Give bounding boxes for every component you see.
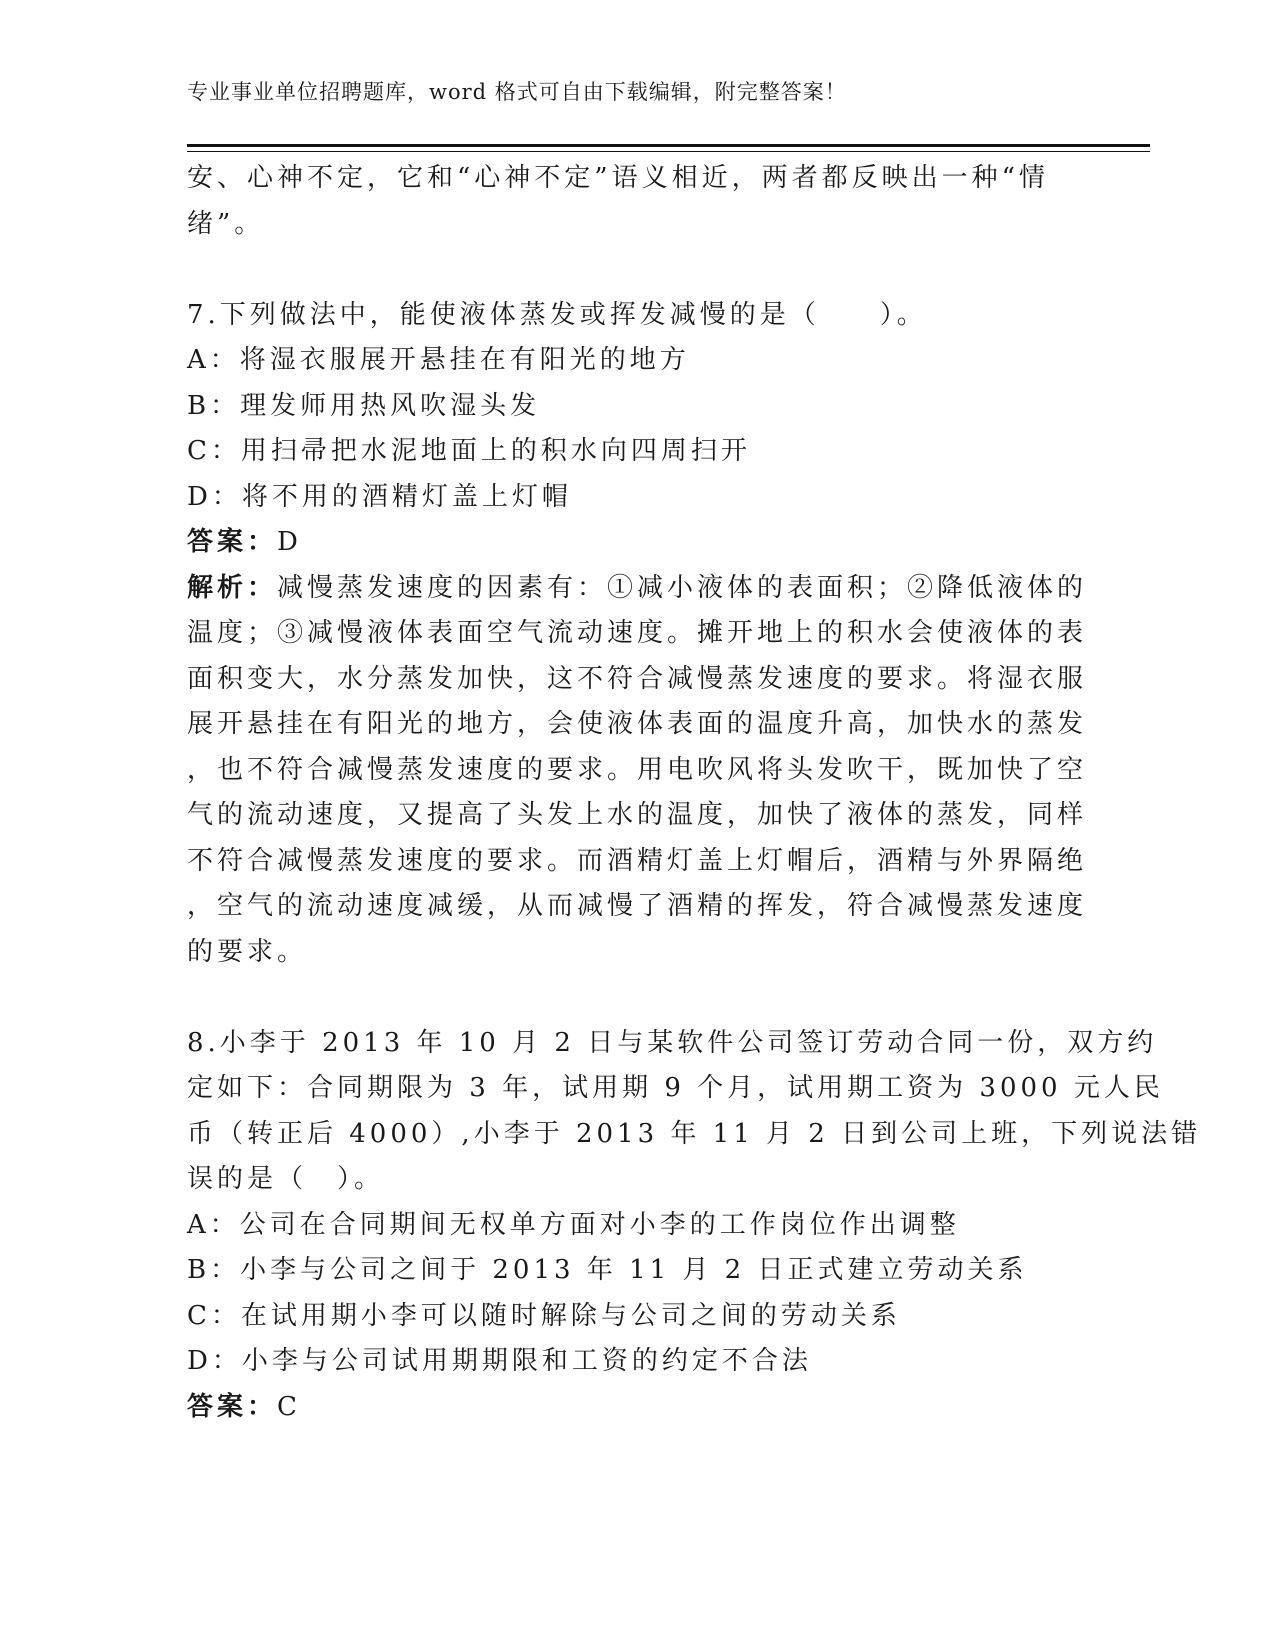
q7-analysis-text: 减慢蒸发速度的因素有：①减小液体的表面积；②降低液体的 (277, 572, 1088, 603)
q7-analysis-label: 解析： (187, 572, 278, 603)
q7-analysis-line: 的要求。 (187, 936, 308, 967)
question-8-text: 误的是（ ）。 (187, 1164, 385, 1194)
q7-analysis-line: 展开悬挂在有阳光的地方，会使液体表面的温度升高，加快水的蒸发 (187, 709, 1088, 739)
q7-option-c: C：用扫帚把水泥地面上的积水向四周扫开 (187, 436, 751, 466)
q7-analysis-line: ，也不符合减慢蒸发速度的要求。用电吹风将头发吹干，既加快了空 (187, 754, 1088, 785)
q7-answer (187, 520, 1087, 566)
q8-option-b: B：小李与公司之间于 2013 年 11 月 2 日正式建立劳动关系 (187, 1255, 1028, 1285)
question-7-text: 7.下列做法中，能使液体蒸发或挥发减慢的是（ ）。 (187, 299, 927, 330)
q7-option-a: A：将湿衣服展开悬挂在有阳光的地方 (187, 345, 690, 375)
header-rule-thin (187, 151, 1150, 152)
paragraph-gap (187, 975, 1087, 1021)
paragraph-gap (187, 247, 1087, 293)
question-8-text: 币（转正后 4000）,小李于 2013 年 11 月 2 日到公司上班，下列说法错 (187, 1118, 1202, 1149)
q7-option-b: B：理发师用热风吹湿头发 (187, 390, 541, 421)
question-8-text: 8.小李于 2013 年 10 月 2 日与某软件公司签订劳动合同一份，双方约 (187, 1027, 1158, 1058)
document-body (187, 156, 1202, 1430)
q8-option-c: C：在试用期小李可以随时解除与公司之间的劳动关系 (187, 1300, 901, 1331)
q7-analysis-line: 面积变大，水分蒸发加快，这不符合减慢蒸发速度的要求。将湿衣服 (187, 663, 1088, 694)
q7-analysis-line: 气的流动速度，又提高了头发上水的温度，加快了液体的蒸发，同样 (187, 800, 1088, 830)
q8-option-a: A：公司在合同期间无权单方面对小李的工作岗位作出调整 (187, 1209, 960, 1240)
header-rule-thick (187, 144, 1150, 147)
q7-analysis-line: 不符合减慢蒸发速度的要求。而酒精灯盖上灯帽后，酒精与外界隔绝 (187, 845, 1088, 876)
q7-analysis-line: 温度；③减慢液体表面空气流动速度。摊开地上的积水会使液体的表 (187, 618, 1088, 648)
q7-answer-value: D (277, 527, 302, 557)
q7-analysis-first-line (187, 566, 1087, 612)
q7-analysis-line: ，空气的流动速度减缓，从而减慢了酒精的挥发，符合减慢蒸发速度 (187, 891, 1088, 921)
page-header: 专业事业单位招聘题库，word 格式可自由下载编辑，附完整答案！ (187, 80, 847, 104)
q8-answer-label: 答案： (187, 1391, 278, 1422)
q7-option-d: D：将不用的酒精灯盖上灯帽 (187, 481, 572, 512)
question-8-text: 定如下：合同期限为 3 年，试用期 9 个月，试用期工资为 3000 元人民 (187, 1073, 1164, 1103)
q8-answer (187, 1385, 1087, 1431)
q8-option-d: D：小李与公司试用期期限和工资的约定不合法 (187, 1346, 812, 1376)
q8-answer-value: C (277, 1391, 301, 1422)
q7-answer-label: 答案： (187, 527, 278, 557)
continuation-line: 绪”。 (187, 208, 265, 239)
continuation-line: 安、心神不定，它和“心神不定”语义相近，两者都反映出一种“情 (187, 163, 1049, 193)
